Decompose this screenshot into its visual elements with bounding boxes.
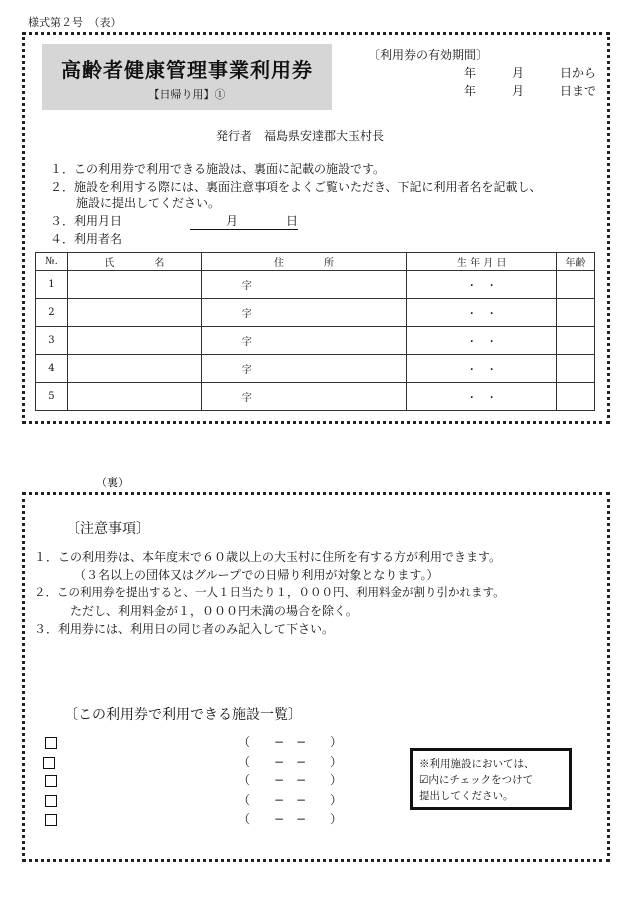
age-cell[interactable]	[557, 299, 595, 327]
instruction-3: ３．利用月日	[50, 214, 123, 228]
row-no: 2	[36, 299, 68, 327]
date-field[interactable]: 月 日	[190, 212, 298, 230]
issuer: 発行者 福島県安達郡大玉村長	[216, 129, 385, 143]
header-age: 年齢	[557, 253, 595, 271]
address-prefix: 字	[241, 365, 252, 376]
age-cell[interactable]	[557, 355, 595, 383]
dob-cell[interactable]: ・ ・	[407, 299, 557, 327]
validity-from: 年 月 日から	[464, 66, 597, 80]
note-1-cont: （３名以上の団体又はグループでの日帰り利用が対象となります。）	[74, 568, 439, 582]
dob-cell[interactable]: ・ ・	[407, 271, 557, 299]
facility-phone: （ − − ）	[238, 755, 343, 769]
dob-cell[interactable]: ・ ・	[407, 383, 557, 411]
facility-phone: （ − − ）	[238, 773, 343, 787]
age-cell[interactable]	[557, 271, 595, 299]
title-box	[42, 44, 332, 110]
instruction-2-cont: 施設に提出してください。	[76, 196, 221, 210]
date-field-wrap	[190, 212, 298, 230]
header-name: 氏 名	[67, 253, 201, 271]
table-row	[36, 355, 595, 383]
table-row	[36, 327, 595, 355]
address-cell[interactable]	[201, 271, 407, 299]
facilities-heading: 〔この利用券で利用できる施設一覧〕	[64, 707, 302, 723]
header-address: 住 所	[201, 253, 407, 271]
instruction-box-line: ☑内にチェックをつけて	[419, 774, 534, 786]
table-header-row	[36, 253, 595, 271]
users-table	[35, 252, 595, 411]
note-3: ３．利用券には、利用日の同じ者のみ記入して下さい。	[34, 622, 335, 636]
instruction-2: ２．施設を利用する際には、裏面注意事項をよくご覧いただき、下記に利用者名を記載し、	[50, 180, 542, 194]
facility-checkbox[interactable]	[45, 795, 57, 807]
address-cell[interactable]	[201, 383, 407, 411]
back-label: （裏）	[96, 476, 129, 489]
note-1: １．この利用券は、本年度末で６０歳以上の大玉村に住所を有する方が利用できます。	[34, 550, 502, 564]
facility-phone: （ − − ）	[238, 812, 343, 826]
facility-checkbox[interactable]	[45, 814, 57, 826]
facility-checkbox[interactable]	[43, 757, 55, 769]
voucher-subtitle: 【日帰り用】①	[148, 88, 226, 101]
validity-label: 〔利用券の有効期間〕	[368, 48, 489, 62]
name-cell[interactable]	[67, 327, 201, 355]
name-cell[interactable]	[67, 299, 201, 327]
age-cell[interactable]	[557, 383, 595, 411]
facility-phone: （ − − ）	[238, 793, 343, 807]
address-prefix: 字	[241, 393, 252, 404]
row-no: 3	[36, 327, 68, 355]
instruction-1: １．この利用券で利用できる施設は、裏面に記載の施設です。	[50, 162, 386, 176]
row-no: 1	[36, 271, 68, 299]
address-cell[interactable]	[201, 355, 407, 383]
validity-to: 年 月 日まで	[464, 84, 597, 98]
address-prefix: 字	[241, 309, 252, 320]
age-cell[interactable]	[557, 327, 595, 355]
facility-checkbox[interactable]	[45, 775, 57, 787]
header-dob: 生 年 月 日	[407, 253, 557, 271]
name-cell[interactable]	[67, 271, 201, 299]
address-prefix: 字	[241, 337, 252, 348]
table-row	[36, 271, 595, 299]
name-cell[interactable]	[67, 383, 201, 411]
table-row	[36, 383, 595, 411]
instruction-box-line: 提出してください。	[419, 790, 514, 802]
note-2-cont: ただし、利用料金が１，０００円未満の場合を除く。	[70, 604, 358, 618]
row-no: 5	[36, 383, 68, 411]
row-no: 4	[36, 355, 68, 383]
address-cell[interactable]	[201, 327, 407, 355]
instruction-box-line: ※利用施設においては、	[419, 758, 535, 770]
voucher-title: 高齢者健康管理事業利用券	[61, 58, 313, 82]
facility-phone: （ − − ）	[238, 735, 343, 749]
table-row	[36, 299, 595, 327]
form-number: 様式第２号 （表）	[28, 16, 122, 29]
facility-checkbox[interactable]	[45, 737, 57, 749]
dob-cell[interactable]: ・ ・	[407, 355, 557, 383]
address-cell[interactable]	[201, 299, 407, 327]
header-no: №.	[36, 253, 68, 271]
address-prefix: 字	[241, 281, 252, 292]
notes-heading: 〔注意事項〕	[66, 521, 150, 537]
name-cell[interactable]	[67, 355, 201, 383]
instruction-box	[410, 748, 572, 810]
dob-cell[interactable]: ・ ・	[407, 327, 557, 355]
instruction-4: ４．利用者名	[50, 232, 123, 246]
note-2: ２．この利用券を提出すると、一人１日当たり１，０００円、利用料金が割り引かれます。	[34, 585, 505, 599]
